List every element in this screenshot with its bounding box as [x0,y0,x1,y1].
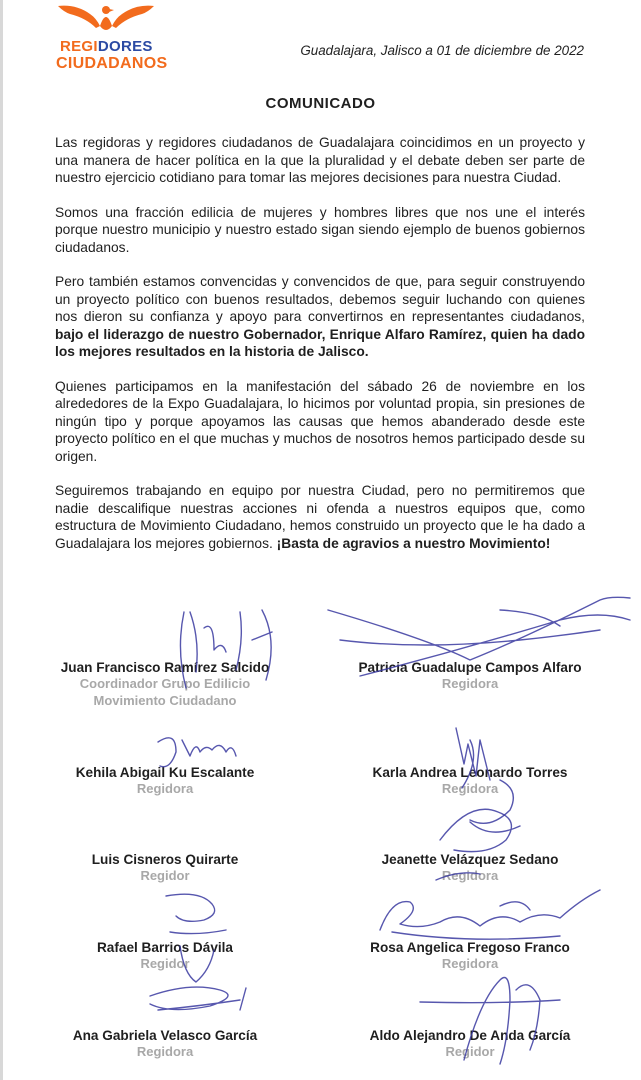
signatory-block [5,1028,325,1060]
document-date: Guadalajara, Jalisco a 01 de diciembre de 2022 [300,43,584,58]
signatory-name: Rosa Angelica Fregoso Franco [370,940,570,955]
signatory-role: Regidor [140,956,190,971]
signatory-name: Luis Cisneros Quirarte [91,852,239,867]
paragraph-5: Seguiremos trabajando en equipo por nuestra Ciudad, pero no permitiremos que nadie descalifique nuestras acciones ni ofenda a nuestros equipos que, como estructura de Movimiento Ciudadano, hemos construido un proyecto que le ha dado a Guadalajara los mejores gobiernos. ¡Basta de agravios a nuestro Movimiento! [55,483,585,551]
signatory-role: Regidora [441,956,499,971]
logo-text-line2: CIUDADANOS [56,55,168,72]
logo-text-line1: REGIDORES [60,38,153,55]
signatory-name: Ana Gabriela Velasco García [72,1028,258,1043]
signatory-name: Patricia Guadalupe Campos Alfaro [358,660,582,675]
signatory-name: Juan Francisco Ramírez Salcido [60,660,270,675]
signatory-role: Regidora [441,676,499,691]
signatory-name: Jeanette Velázquez Sedano [381,852,559,867]
document-title: COMUNICADO [265,95,376,112]
signatory-name: Rafael Barrios Dávila [96,940,233,955]
signatory-block [310,852,630,884]
signatory-role: Regidor [140,868,190,883]
signatory-role: Regidora [441,868,499,883]
signature-rosa [380,890,600,939]
eagle-logo-icon [56,2,156,36]
signatory-role: Regidora [136,1044,194,1059]
signatory-name: Aldo Alejandro De Anda García [369,1028,571,1043]
signatory-name: Karla Andrea Leonardo Torres [372,765,568,780]
signatory-block [5,852,325,884]
signatory-role: Regidor [445,1044,495,1059]
signatory-role: Coordinador Grupo Edilicio [79,676,251,691]
signatory-block [310,660,630,692]
signature-kehila [158,738,236,767]
signatory-name: Kehila Abigail Ku Escalante [75,765,255,780]
signatory-role: Regidora [136,781,194,796]
paragraph-4: Quienes participamos en la manifestación del sábado 26 de noviembre en los alrededores de la Expo Guadalajara, lo hicimos por voluntad propia, sin presiones de ningún tipo y porque apoyamos las causas que hemos abanderado desde este proyecto político en el que muchas y muchos de nosotros hemos participado desde su origen. [55,378,585,464]
paragraph-2: Somos una fracción edilicia de mujeres y hombres libres que nos une el interés porque nuestro municipio y nuestro estado sigan siendo ejemplo de buenos gobiernos ciudadanos. [55,204,585,255]
signatory-block [310,1028,630,1060]
signatory-block [5,940,325,972]
signatory-role: Movimiento Ciudadano [93,693,237,708]
document-body [55,134,585,569]
paragraph-1: Las regidoras y regidores ciudadanos de Guadalajara coincidimos en un proyecto y una manera de hacer política en la que la pluralidad y el debate deben ser parte de nuestro ejercicio cotidiano para tomar las mejores decisiones para nuestra Ciudad. [55,135,585,185]
signatory-block [5,660,325,709]
signatory-block [310,765,630,797]
signature-ana [150,987,246,1010]
signatory-block [5,765,325,797]
scan-edge [0,0,3,1080]
paragraph-3: Pero también estamos convencidas y convencidos de que, para seguir construyendo un proyecto político con buenos resultados, debemos seguir luchando con quienes nos dieron su confianza y apoyo para convertirnos en representantes ciudadanos, bajo el liderazgo de nuestro Gobernador, Enrique Alfaro Ramírez, quien ha dado los mejores resultados en la historia de Jalisco. [55,274,585,359]
signatory-block [310,940,630,972]
regidores-ciudadanos-logo [52,2,168,74]
signatory-role: Regidora [441,781,499,796]
